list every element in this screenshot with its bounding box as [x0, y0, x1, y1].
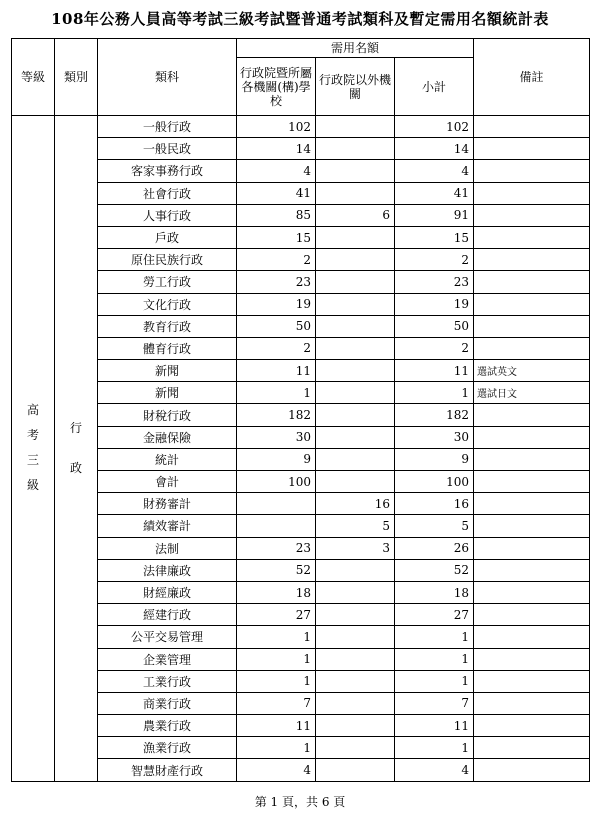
remark-cell	[474, 293, 590, 315]
subject-cell: 商業行政	[98, 692, 237, 714]
table-row	[12, 670, 590, 692]
subtotal-count: 23	[395, 271, 474, 293]
other-agencies-count	[316, 448, 395, 470]
header-subject: 類科	[98, 39, 237, 116]
executive-yuan-count	[237, 515, 316, 537]
remark-cell	[474, 692, 590, 714]
other-agencies-count	[316, 360, 395, 382]
remark-cell	[474, 626, 590, 648]
subtotal-count: 91	[395, 204, 474, 226]
table-row	[12, 182, 590, 204]
subtotal-count: 19	[395, 293, 474, 315]
subtotal-count: 2	[395, 337, 474, 359]
subtotal-count: 11	[395, 715, 474, 737]
remark-cell	[474, 471, 590, 493]
other-agencies-count: 5	[316, 515, 395, 537]
table-row	[12, 581, 590, 603]
remark-cell	[474, 226, 590, 248]
subtotal-count: 52	[395, 559, 474, 581]
remark-cell	[474, 537, 590, 559]
other-agencies-count	[316, 226, 395, 248]
remark-cell	[474, 249, 590, 271]
table-row	[12, 271, 590, 293]
other-agencies-count	[316, 471, 395, 493]
subtotal-count: 27	[395, 604, 474, 626]
table-row	[12, 360, 590, 382]
table-row	[12, 626, 590, 648]
subtotal-count: 2	[395, 249, 474, 271]
table-row	[12, 160, 590, 182]
remark-cell: 選試英文	[474, 360, 590, 382]
subject-cell: 農業行政	[98, 715, 237, 737]
subject-cell: 公平交易管理	[98, 626, 237, 648]
remark-cell	[474, 559, 590, 581]
executive-yuan-count: 52	[237, 559, 316, 581]
executive-yuan-count: 41	[237, 182, 316, 204]
other-agencies-count	[316, 382, 395, 404]
subtotal-count: 15	[395, 226, 474, 248]
subtotal-count: 18	[395, 581, 474, 603]
other-agencies-count: 16	[316, 493, 395, 515]
executive-yuan-count: 15	[237, 226, 316, 248]
other-agencies-count	[316, 271, 395, 293]
category-label: 行政	[69, 421, 82, 476]
subject-cell: 人事行政	[98, 204, 237, 226]
executive-yuan-count: 2	[237, 249, 316, 271]
executive-yuan-count: 23	[237, 537, 316, 559]
executive-yuan-count: 27	[237, 604, 316, 626]
table-row	[12, 715, 590, 737]
table-row	[12, 737, 590, 759]
other-agencies-count	[316, 337, 395, 359]
executive-yuan-count: 19	[237, 293, 316, 315]
table-row	[12, 426, 590, 448]
subject-cell: 新聞	[98, 382, 237, 404]
remark-cell	[474, 670, 590, 692]
remark-cell	[474, 116, 590, 138]
table-row	[12, 249, 590, 271]
executive-yuan-count: 9	[237, 448, 316, 470]
subtotal-count: 30	[395, 426, 474, 448]
remark-cell	[474, 448, 590, 470]
subject-cell: 工業行政	[98, 670, 237, 692]
executive-yuan-count: 18	[237, 581, 316, 603]
header-subtotal: 小計	[395, 58, 474, 116]
subject-cell: 經建行政	[98, 604, 237, 626]
other-agencies-count	[316, 160, 395, 182]
table-row	[12, 493, 590, 515]
subject-cell: 一般民政	[98, 138, 237, 160]
remark-cell	[474, 581, 590, 603]
subject-cell: 法制	[98, 537, 237, 559]
table-row	[12, 448, 590, 470]
other-agencies-count	[316, 116, 395, 138]
other-agencies-count	[316, 737, 395, 759]
executive-yuan-count: 23	[237, 271, 316, 293]
executive-yuan-count: 1	[237, 382, 316, 404]
table-row	[12, 116, 590, 138]
table-row	[12, 315, 590, 337]
subtotal-count: 1	[395, 626, 474, 648]
other-agencies-count	[316, 692, 395, 714]
remark-cell	[474, 493, 590, 515]
executive-yuan-count: 4	[237, 759, 316, 781]
remark-cell	[474, 715, 590, 737]
executive-yuan-count: 1	[237, 737, 316, 759]
executive-yuan-count: 11	[237, 715, 316, 737]
executive-yuan-count: 7	[237, 692, 316, 714]
header-level: 等級	[12, 39, 55, 116]
executive-yuan-count: 1	[237, 648, 316, 670]
executive-yuan-count: 1	[237, 626, 316, 648]
other-agencies-count	[316, 559, 395, 581]
table-row	[12, 226, 590, 248]
remark-cell: 選試日文	[474, 382, 590, 404]
subject-cell: 企業管理	[98, 648, 237, 670]
subtotal-count: 182	[395, 404, 474, 426]
remark-cell	[474, 271, 590, 293]
executive-yuan-count: 30	[237, 426, 316, 448]
table-row	[12, 293, 590, 315]
other-agencies-count	[316, 604, 395, 626]
other-agencies-count	[316, 581, 395, 603]
subtotal-count: 100	[395, 471, 474, 493]
subtotal-count: 11	[395, 360, 474, 382]
table-row	[12, 515, 590, 537]
other-agencies-count	[316, 138, 395, 160]
subtotal-count: 1	[395, 382, 474, 404]
other-agencies-count	[316, 715, 395, 737]
subtotal-count: 7	[395, 692, 474, 714]
other-agencies-count	[316, 648, 395, 670]
subject-cell: 原住民族行政	[98, 249, 237, 271]
remark-cell	[474, 160, 590, 182]
table-row	[12, 559, 590, 581]
subject-cell: 統計	[98, 448, 237, 470]
subject-cell: 財務審計	[98, 493, 237, 515]
subtotal-count: 1	[395, 670, 474, 692]
subject-cell: 法律廉政	[98, 559, 237, 581]
subject-cell: 智慧財產行政	[98, 759, 237, 781]
quota-table	[11, 38, 590, 782]
executive-yuan-count: 11	[237, 360, 316, 382]
remark-cell	[474, 515, 590, 537]
header-category: 類別	[55, 39, 98, 116]
executive-yuan-count: 2	[237, 337, 316, 359]
executive-yuan-count: 50	[237, 315, 316, 337]
table-row	[12, 648, 590, 670]
subtotal-count: 5	[395, 515, 474, 537]
subject-cell: 漁業行政	[98, 737, 237, 759]
subtotal-count: 4	[395, 759, 474, 781]
other-agencies-count: 6	[316, 204, 395, 226]
executive-yuan-count: 102	[237, 116, 316, 138]
other-agencies-count	[316, 670, 395, 692]
other-agencies-count	[316, 315, 395, 337]
subject-cell: 會計	[98, 471, 237, 493]
executive-yuan-count	[237, 493, 316, 515]
table-body	[12, 116, 590, 782]
executive-yuan-count: 100	[237, 471, 316, 493]
remark-cell	[474, 138, 590, 160]
executive-yuan-count: 14	[237, 138, 316, 160]
level-label: 高考三級	[26, 403, 39, 493]
header-executive-yuan: 行政院暨所屬各機關(構)學校	[237, 58, 316, 116]
level-cell	[12, 116, 55, 782]
subtotal-count: 14	[395, 138, 474, 160]
subtotal-count: 1	[395, 737, 474, 759]
subtotal-count: 102	[395, 116, 474, 138]
table-row	[12, 537, 590, 559]
subtotal-count: 26	[395, 537, 474, 559]
executive-yuan-count: 1	[237, 670, 316, 692]
subject-cell: 一般行政	[98, 116, 237, 138]
header-quota-group: 需用名額	[237, 39, 474, 58]
other-agencies-count	[316, 404, 395, 426]
subject-cell: 金融保險	[98, 426, 237, 448]
table-row	[12, 204, 590, 226]
header-remarks: 備註	[474, 39, 590, 116]
executive-yuan-count: 85	[237, 204, 316, 226]
table-row	[12, 759, 590, 781]
other-agencies-count	[316, 759, 395, 781]
subtotal-count: 50	[395, 315, 474, 337]
subject-cell: 文化行政	[98, 293, 237, 315]
table-row	[12, 604, 590, 626]
remark-cell	[474, 182, 590, 204]
other-agencies-count	[316, 182, 395, 204]
other-agencies-count: 3	[316, 537, 395, 559]
page-footer: 第 1 頁，共 6 頁	[254, 795, 346, 809]
subject-cell: 社會行政	[98, 182, 237, 204]
subject-cell: 財經廉政	[98, 581, 237, 603]
other-agencies-count	[316, 626, 395, 648]
table-row	[12, 138, 590, 160]
remark-cell	[474, 337, 590, 359]
other-agencies-count	[316, 426, 395, 448]
subject-cell: 財稅行政	[98, 404, 237, 426]
remark-cell	[474, 737, 590, 759]
remark-cell	[474, 315, 590, 337]
subject-cell: 教育行政	[98, 315, 237, 337]
table-row	[12, 692, 590, 714]
subject-cell: 戶政	[98, 226, 237, 248]
subtotal-count: 41	[395, 182, 474, 204]
subtotal-count: 16	[395, 493, 474, 515]
subject-cell: 新聞	[98, 360, 237, 382]
table-row	[12, 382, 590, 404]
remark-cell	[474, 648, 590, 670]
executive-yuan-count: 182	[237, 404, 316, 426]
subject-cell: 勞工行政	[98, 271, 237, 293]
other-agencies-count	[316, 293, 395, 315]
subtotal-count: 4	[395, 160, 474, 182]
table-row	[12, 337, 590, 359]
remark-cell	[474, 604, 590, 626]
subtotal-count: 9	[395, 448, 474, 470]
remark-cell	[474, 759, 590, 781]
table-row	[12, 404, 590, 426]
header-other-agencies: 行政院以外機關	[316, 58, 395, 116]
subtotal-count: 1	[395, 648, 474, 670]
remark-cell	[474, 404, 590, 426]
other-agencies-count	[316, 249, 395, 271]
remark-cell	[474, 426, 590, 448]
subject-cell: 體育行政	[98, 337, 237, 359]
subject-cell: 客家事務行政	[98, 160, 237, 182]
table-row	[12, 471, 590, 493]
remark-cell	[474, 204, 590, 226]
page-title: 108年公務人員高等考試三級考試暨普通考試類科及暫定需用名額統計表	[51, 10, 549, 28]
category-cell	[55, 116, 98, 782]
subject-cell: 績效審計	[98, 515, 237, 537]
executive-yuan-count: 4	[237, 160, 316, 182]
